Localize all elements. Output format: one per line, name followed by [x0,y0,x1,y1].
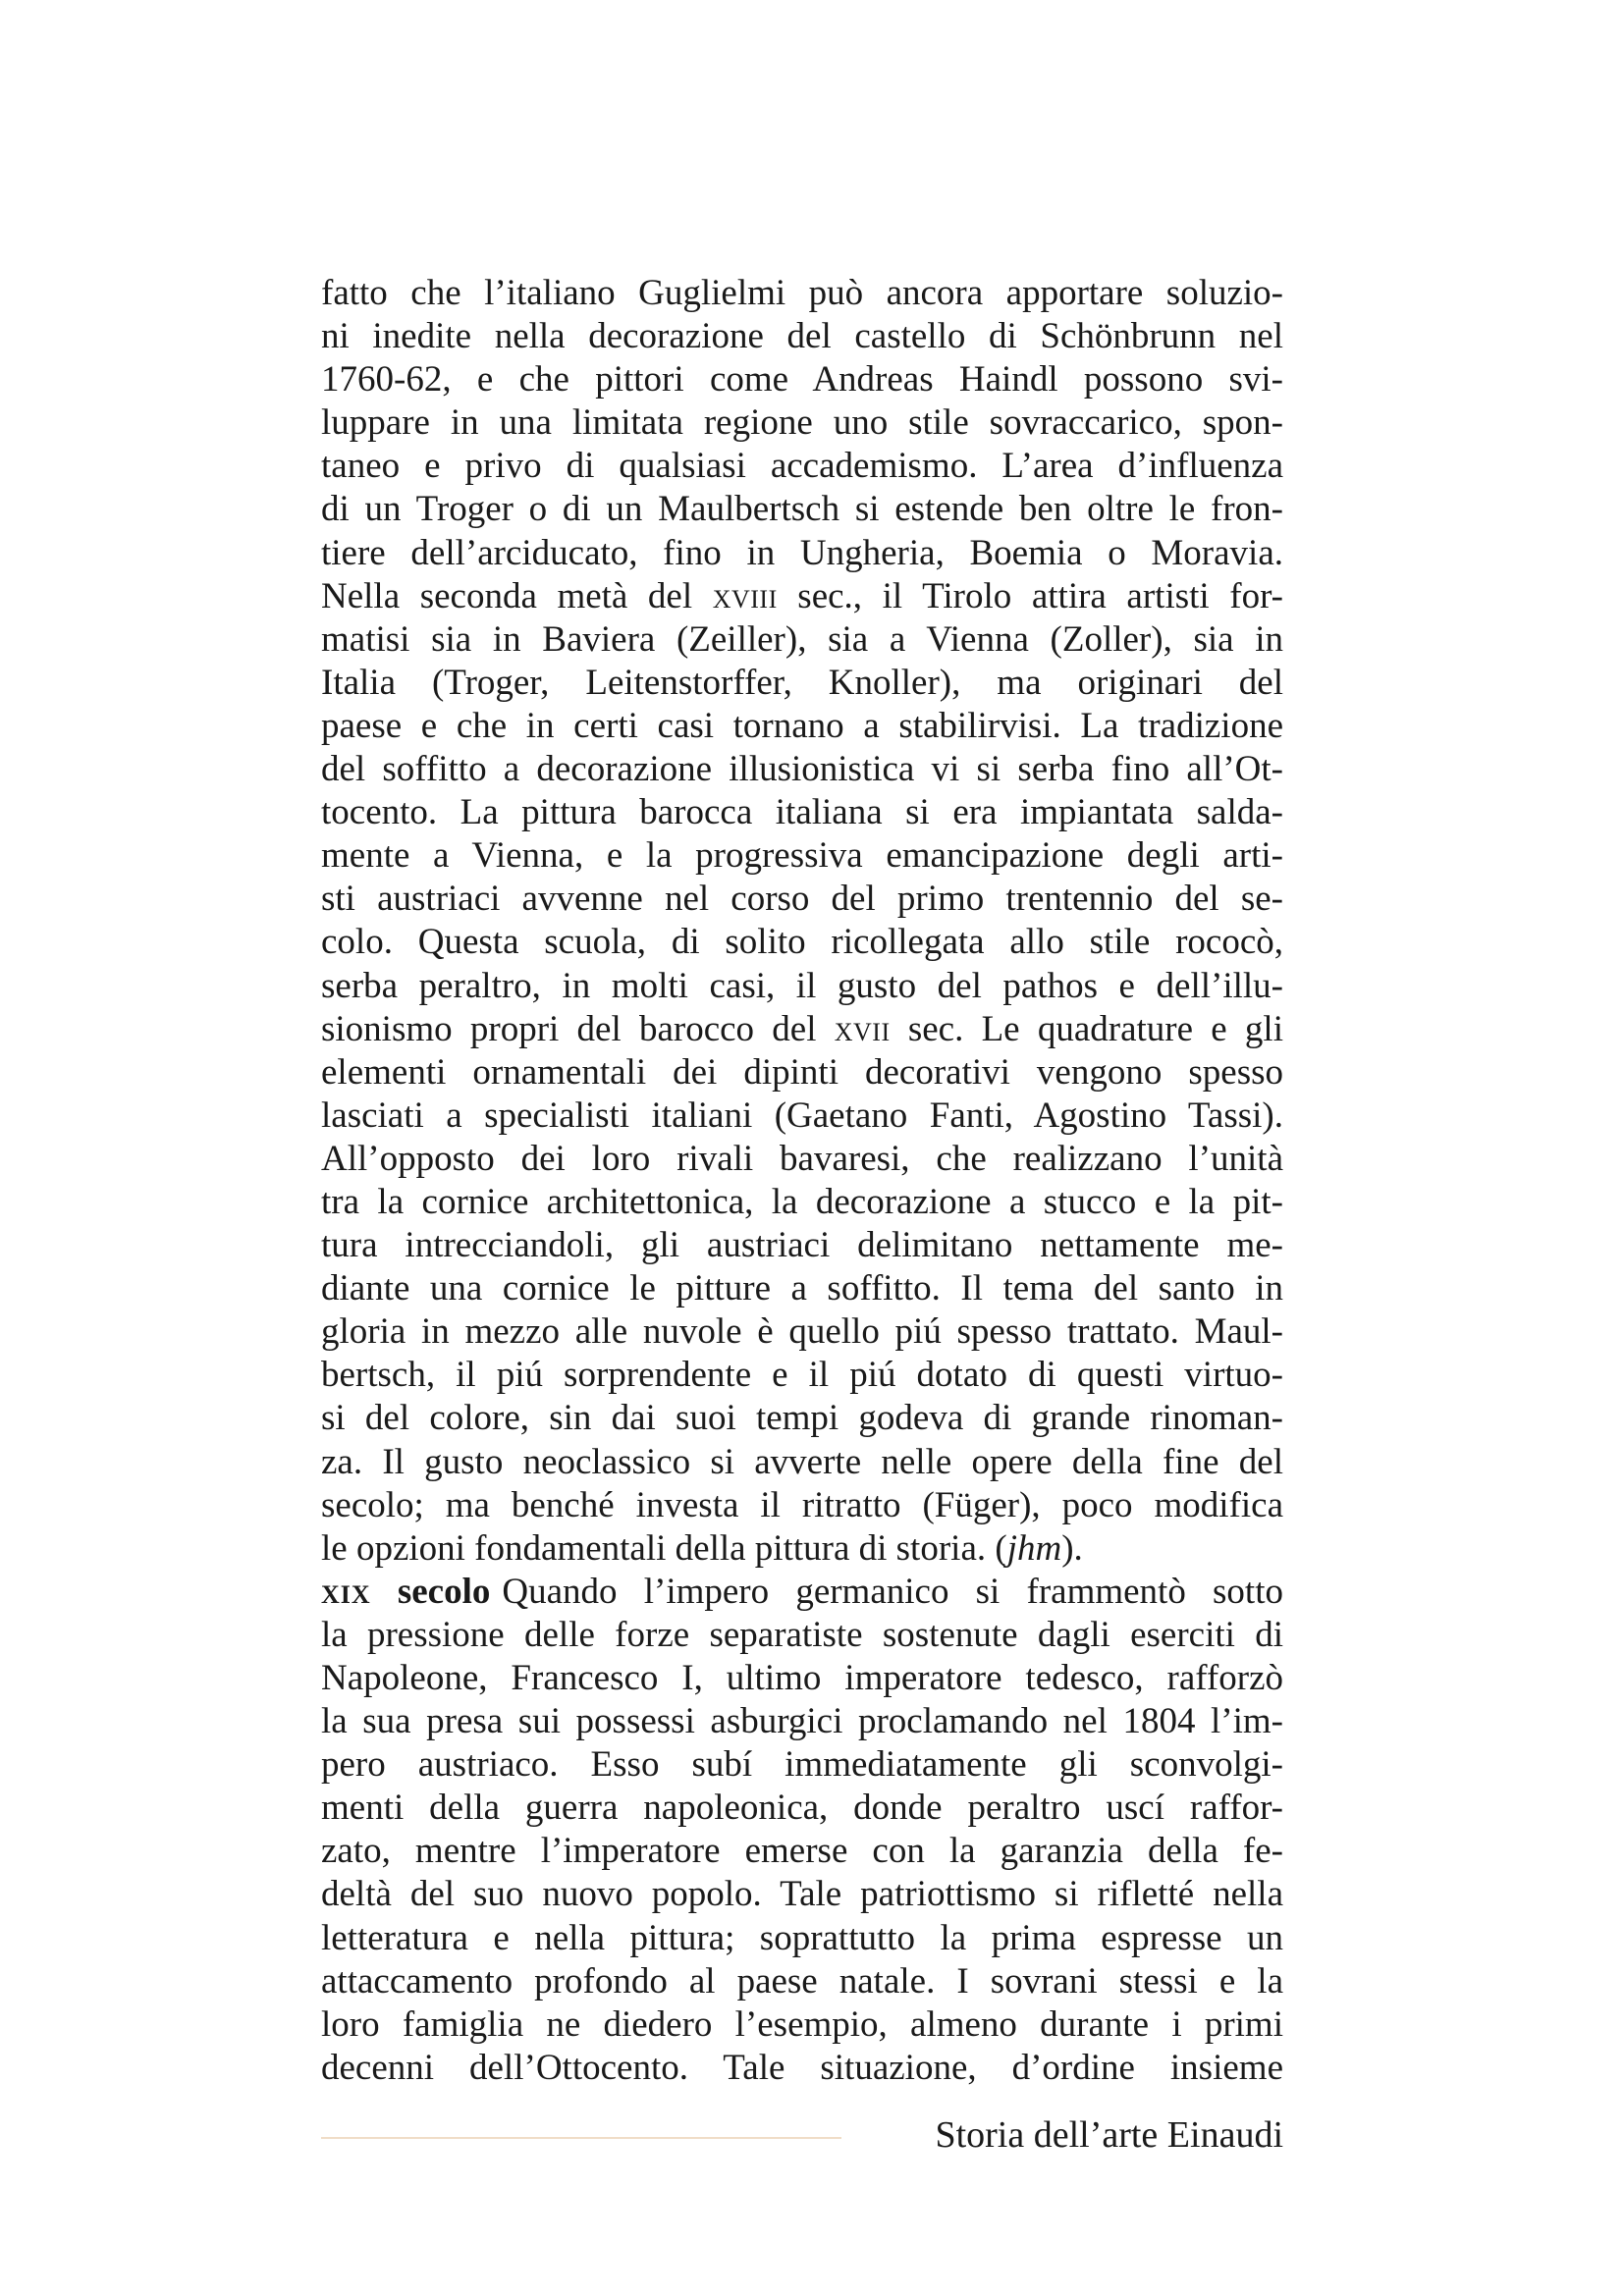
text-fragment: le opzioni fondamentali della pittura di storia. ( [321,1527,1007,1569]
text-line: matisi sia in Baviera (Zeiller), sia a Vienna (Zoller), sia in [321,618,1283,660]
text-line: All’opposto dei loro rivali bavaresi, che realizzano l’unità [321,1138,1283,1179]
text-line: secolo; ma benché investa il ritratto (Füger), poco modifica [321,1484,1283,1525]
text-line: la pressione delle forze separatiste sostenute dagli eserciti di [321,1614,1283,1655]
text-line: letteratura e nella pittura; soprattutto la prima espresse un [321,1917,1283,1958]
body-text [321,272,1283,2090]
text-fragment: sec. Le quadrature e gli [890,1008,1283,1049]
section-start-line [321,1571,1283,1614]
text-line: gloria in mezzo alle nuvole è quello piú spesso trattato. Maul- [321,1311,1283,1353]
text-line: loro famiglia ne diedero l’esempio, almeno durante i primi [321,2003,1283,2045]
text-line: za. Il gusto neoclassico si avverte nelle opere della fine del [321,1441,1283,1482]
text-line: menti della guerra napoleonica, donde peraltro uscí raffor- [321,1788,1283,1829]
text-line [321,575,1283,618]
text-line: tra la cornice architettonica, la decorazione a stucco e la pit- [321,1181,1283,1222]
text-line: elementi ornamentali dei dipinti decorativi vengono spesso [321,1051,1283,1093]
text-fragment: Nella seconda metà del [321,575,713,616]
text-line: Napoleone, Francesco I, ultimo imperatore tedesco, rafforzò [321,1658,1283,1698]
text-line: attaccamento profondo al paese natale. I sovrani stessi e la [321,1960,1283,2002]
text-line: bertsch, il piú sorprendente e il piú dotato di questi virtuo- [321,1355,1283,1396]
text-fragment: ). [1061,1527,1083,1569]
text-fragment: Quando l’impero germanico si frammentò sotto [502,1571,1283,1612]
text-line [321,1527,1283,1571]
text-line: sti austriaci avvenne nel corso del primo trentennio del se- [321,879,1283,920]
text-line: tura intrecciandoli, gli austriaci delimitano nettamente me- [321,1225,1283,1266]
text-fragment: sionismo propri del barocco del [321,1008,835,1049]
text-line: fatto che l’italiano Guglielmi può ancora apportare soluzio- [321,273,1283,313]
text-line: di un Troger o di un Maulbertsch si estende ben oltre le fron- [321,489,1283,530]
text-line: del soffitto a decorazione illusionistica vi si serba fino all’Ot- [321,749,1283,790]
page-footer [321,2110,1283,2160]
text-line: Italia (Troger, Leitenstorffer, Knoller), ma originari del [321,662,1283,703]
text-line: zato, mentre l’imperatore emerse con la garanzia della fe- [321,1831,1283,1872]
text-line: decenni dell’Ottocento. Tale situazione, d’ordine insieme [321,2047,1283,2088]
text-line: serba peraltro, in molti casi, il gusto del pathos e dell’illu- [321,965,1283,1006]
text-line: ni inedite nella decorazione del castello di Schönbrunn nel [321,316,1283,357]
text-line [321,1008,1283,1051]
text-line: deltà del suo nuovo popolo. Tale patriottismo si rifletté nella [321,1874,1283,1915]
text-line: pero austriaco. Esso subí immediatamente gli sconvolgi- [321,1744,1283,1786]
text-line: luppare in una limitata regione uno stile sovraccarico, spon- [321,402,1283,444]
text-line: tocento. La pittura barocca italiana si era impiantata salda- [321,792,1283,833]
section-heading [321,1572,490,1612]
text-fragment: sec., il Tirolo attira artisti for- [777,575,1283,616]
text-line: lasciati a specialisti italiani (Gaetano Fanti, Agostino Tassi). [321,1095,1283,1136]
text-line: colo. Questa scuola, di solito ricollegata allo stile rococò, [321,922,1283,963]
text-line: tiere dell’arciducato, fino in Ungheria, Boemia o Moravia. [321,532,1283,573]
text-line: diante una cornice le pitture a soffitto. Il tema del santo in [321,1268,1283,1309]
footer-rule [321,2137,841,2139]
author-initials: jhm [1006,1527,1062,1569]
footer-title: Storia dell’arte Einaudi [935,2114,1283,2156]
text-line: si del colore, sin dai suoi tempi godeva di grande rinoman- [321,1398,1283,1439]
century-numeral: xvii [834,1008,891,1049]
section-heading-numeral: xix [321,1571,371,1612]
section-heading-word: secolo [370,1571,491,1612]
century-numeral: xviii [712,575,778,616]
text-line: taneo e privo di qualsiasi accademismo. L’area d’influenza [321,446,1283,487]
text-line: paese e che in certi casi tornano a stabilirvisi. La tradizione [321,705,1283,746]
text-line: 1760-62, e che pittori come Andreas Haindl possono svi- [321,359,1283,400]
text-line: la sua presa sui possessi asburgici proclamando nel 1804 l’im- [321,1701,1283,1742]
text-line: mente a Vienna, e la progressiva emancipazione degli arti- [321,835,1283,877]
